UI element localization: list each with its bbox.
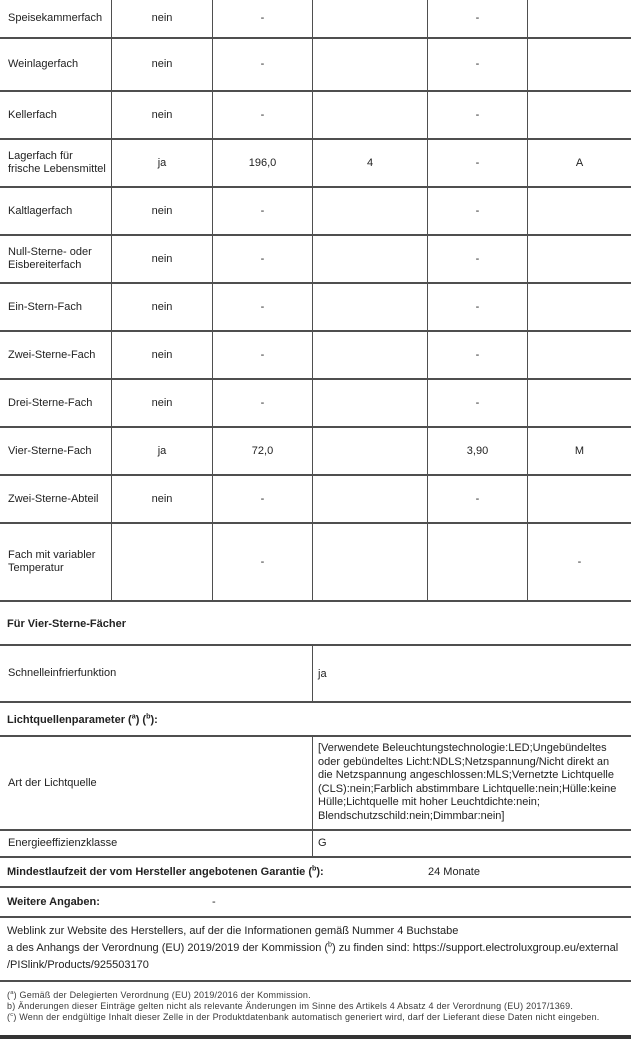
table-row (0, 831, 631, 858)
compartment-value (528, 39, 631, 90)
light-source-heading-text: Lichtquellenparameter ( (7, 714, 132, 726)
compartment-value: - (428, 92, 528, 138)
compartment-value (313, 92, 428, 138)
compartment-row (0, 332, 631, 380)
compartment-value (112, 524, 213, 600)
footnote-ref-b: b (146, 712, 151, 721)
compartment-row (0, 0, 631, 39)
four-star-section-heading: Für Vier-Sterne-Fächer (7, 618, 127, 630)
compartment-value (528, 188, 631, 234)
weblink-text: Weblink zur Website des Herstellers, auf der die Informationen gemäß Nummer 4 Buchstabe (7, 925, 459, 937)
compartment-label: Ein-Stern-Fach (0, 284, 112, 330)
guarantee-label-text: Mindestlaufzeit der vom Hersteller angebotenen Garantie ( (7, 866, 313, 878)
compartment-value: nein (112, 380, 213, 426)
compartment-value: - (213, 524, 313, 600)
compartment-value (428, 524, 528, 600)
compartment-label: Fach mit variabler Temperatur (0, 524, 112, 600)
compartment-value (528, 92, 631, 138)
compartment-row (0, 236, 631, 284)
compartment-value: - (428, 236, 528, 282)
weblink-row (0, 918, 631, 982)
compartment-value: - (213, 284, 313, 330)
compartment-value: 72,0 (213, 428, 313, 474)
footnote-ref-b: b (328, 940, 333, 949)
compartment-value (313, 428, 428, 474)
compartment-label: Zwei-Sterne-Fach (0, 332, 112, 378)
footnote-line: b) Änderungen dieser Einträge gelten nicht als relevante Änderungen im Sinne des Artikels 4 Absatz 4 der Verordnung (EU) 2017/1369. (7, 1001, 574, 1011)
additional-info-value: - (212, 896, 216, 908)
compartment-label: Vier-Sterne-Fach (0, 428, 112, 474)
compartment-label: Kellerfach (0, 92, 112, 138)
compartment-value: 4 (313, 140, 428, 186)
footnote-ref-a: a (131, 712, 136, 721)
compartment-value: - (428, 380, 528, 426)
compartment-value (528, 332, 631, 378)
compartment-value (313, 284, 428, 330)
fast-freeze-value: ja (318, 667, 327, 680)
compartment-value: nein (112, 476, 213, 522)
compartment-value: - (428, 332, 528, 378)
footnote-line: ($^a$) Gemäß der Delegierten Verordnung (EU) 2019/2016 der Kommission. (7, 990, 311, 1000)
compartment-row (0, 284, 631, 332)
compartment-value: - (213, 476, 313, 522)
compartment-value: nein (112, 39, 213, 90)
compartment-value: nein (112, 284, 213, 330)
compartment-row (0, 476, 631, 524)
compartment-value: - (213, 380, 313, 426)
footnote-line: ($^c$) Wenn der endgültige Inhalt dieser Zelle in der Produktdatenbank automatisch generiert wird, darf der Lieferant diese Daten nicht eingeben. (7, 1012, 600, 1022)
fast-freeze-label: Schnelleinfrierfunktion (0, 646, 313, 701)
compartment-value: nein (112, 332, 213, 378)
compartment-value (313, 236, 428, 282)
energy-class-label: Energieeffizienzklasse (0, 831, 313, 856)
light-source-type-value: [Verwendete Beleuchtungstechnologie:LED;Ungebündeltes oder gebündeltes Licht:NDLS;Netzspannung/Nicht direkt an die Netzspannung angeschlossen:MLS;Vernetzte Lichtquelle (CLS):nein;Farblich abstimmbare Lichtquelle:nein;Hülle:keine Hülle;Lichtquelle mit hoher Leuchtdichte:nein; Blendschutzschild:nein;Dimmbar:nein] (318, 742, 617, 822)
compartment-value (313, 476, 428, 522)
compartment-value: M (574, 444, 585, 457)
compartment-value (528, 236, 631, 282)
compartment-value: - (428, 0, 528, 37)
compartment-value (313, 380, 428, 426)
compartment-row (0, 140, 631, 188)
guarantee-label (0, 866, 324, 878)
compartment-label: Null-Sterne- oder Eisbereiterfach (0, 236, 112, 282)
footnote-ref-b: b (312, 864, 317, 873)
fast-freeze-table (0, 644, 631, 703)
compartment-value: nein (112, 236, 213, 282)
compartment-label: Speisekammerfach (0, 0, 112, 37)
compartment-row (0, 188, 631, 236)
compartment-value: - (213, 92, 313, 138)
compartment-value: nein (112, 188, 213, 234)
compartment-value (528, 380, 631, 426)
guarantee-label-text: ): (316, 866, 324, 878)
compartment-value (313, 0, 428, 37)
compartment-value: - (213, 39, 313, 90)
energy-class-value: G (318, 836, 327, 849)
compartment-value: - (428, 284, 528, 330)
compartment-value (313, 188, 428, 234)
footnotes (0, 982, 631, 1033)
compartment-value (528, 284, 631, 330)
compartment-row (0, 428, 631, 476)
compartment-value: - (428, 476, 528, 522)
compartment-value (313, 39, 428, 90)
compartment-value: A (575, 156, 584, 169)
compartment-value: 196,0 (213, 140, 313, 186)
compartment-row (0, 39, 631, 92)
compartment-value (313, 332, 428, 378)
compartment-value: nein (112, 92, 213, 138)
compartment-value: 3,90 (428, 428, 528, 474)
table-row (0, 737, 631, 831)
guarantee-row (0, 858, 631, 888)
compartment-row (0, 524, 631, 602)
light-source-heading (0, 703, 631, 735)
compartment-value: - (428, 39, 528, 90)
compartment-value: nein (112, 0, 213, 37)
additional-info-label: Weitere Angaben: (7, 896, 100, 908)
compartment-label: Zwei-Sterne-Abteil (0, 476, 112, 522)
compartment-label: Weinlagerfach (0, 39, 112, 90)
compartment-value: ja (112, 140, 213, 186)
weblink-url: /PISlink/Products/925503170 (7, 959, 149, 971)
compartment-value (528, 0, 631, 37)
compartment-value: - (428, 188, 528, 234)
light-source-heading-text: ) ( (135, 714, 147, 726)
guarantee-value: 24 Monate (428, 866, 480, 878)
compartment-label: Drei-Sterne-Fach (0, 380, 112, 426)
compartment-value: ja (112, 428, 213, 474)
compartment-value: - (213, 188, 313, 234)
compartment-row (0, 380, 631, 428)
light-source-type-label: Art der Lichtquelle (0, 737, 313, 829)
additional-info-row (0, 888, 631, 918)
light-source-table (0, 735, 631, 858)
compartment-value: - (213, 236, 313, 282)
compartment-value: - (213, 332, 313, 378)
compartment-label: Lagerfach für frische Lebensmittel (0, 140, 112, 186)
compartment-value: - (428, 140, 528, 186)
light-source-heading-text: ): (150, 714, 158, 726)
weblink-text: a des Anhangs der Verordnung (EU) 2019/2019 der Kommission ( (7, 942, 329, 954)
compartment-value (528, 476, 631, 522)
compartment-label: Kaltlagerfach (0, 188, 112, 234)
compartment-value: - (213, 0, 313, 37)
compartment-value: - (577, 555, 582, 568)
weblink-url: ) zu finden sind: https://support.electroluxgroup.eu/external (332, 942, 619, 954)
compartment-value (313, 524, 428, 600)
bottom-divider (0, 1035, 631, 1039)
compartment-row (0, 92, 631, 140)
